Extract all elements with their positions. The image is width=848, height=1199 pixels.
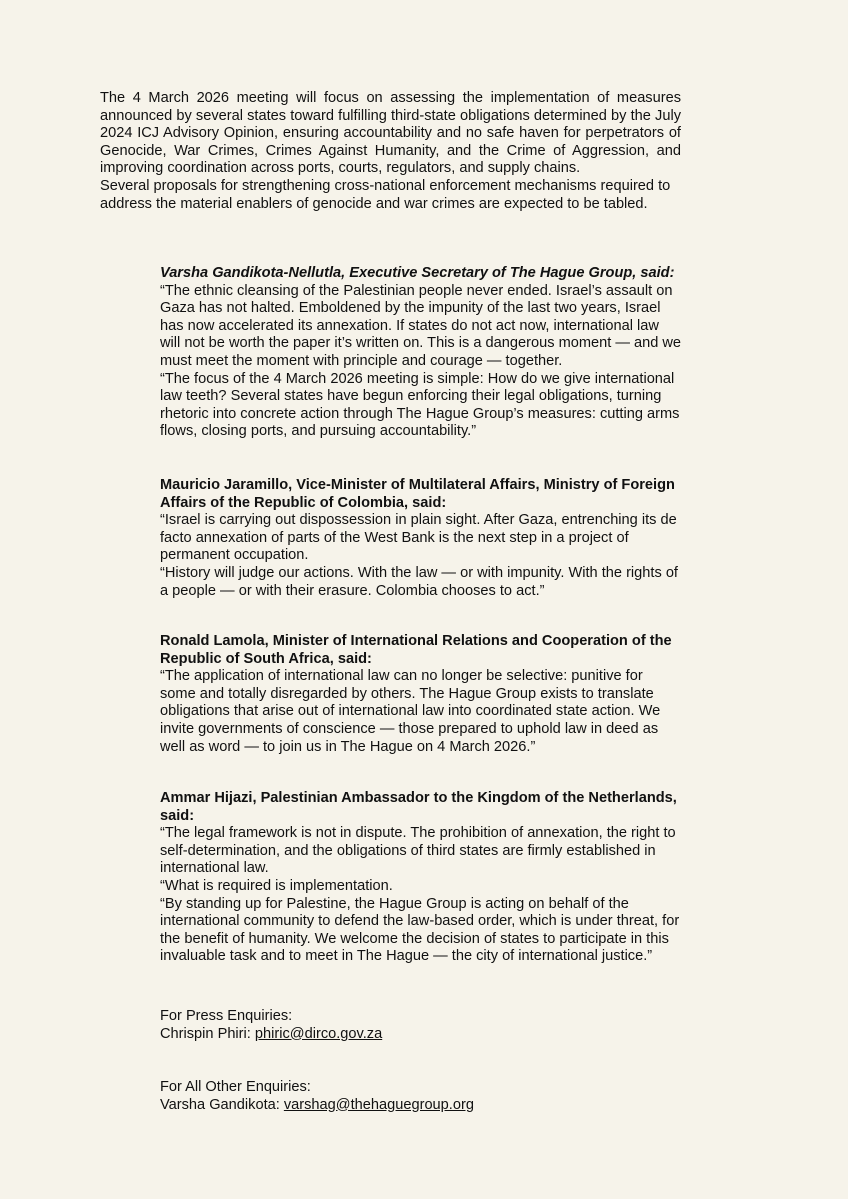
other-contact-name: Varsha Gandikota: — [160, 1096, 280, 1113]
statement-hijazi — [160, 790, 682, 966]
intro-paragraph-2: Several proposals for strengthening cross-national enforcement mechanisms required to address the material enablers of genocide and war crimes are expected to be tabled. — [100, 177, 671, 212]
other-heading: For All Other Enquiries: — [160, 1079, 311, 1095]
quote-paragraph: “The focus of the 4 March 2026 meeting is simple: How do we give international law teeth? Several states have begun enforcing their legal obligations, turning rhetoric into concrete action through The Hague Group’s measures: cutting arms flows, closing ports, and pursuing accountability.” — [160, 370, 680, 440]
other-contact-line — [160, 1097, 474, 1115]
other-email-link[interactable]: varshag@thehaguegroup.org — [283, 1096, 474, 1113]
intro-paragraph-1: The 4 March 2026 meeting will focus on assessing the implementation of measures announced by several states toward fulfilling third-state obligations determined by the July 2024 ICJ Advisory Opinion, ensuring accountability and no safe haven for perpetrators of Genocide, War Crimes, Crimes Against Humanity, and the Crime of Aggression, and improving coordination across ports, courts, regulators, and supply chains. — [100, 90, 681, 177]
quote-paragraph: “History will judge our actions. With the law — or with impunity. With the rights of a people — or with their erasure. Colombia chooses to act.” — [160, 564, 678, 599]
press-contact-line — [160, 1026, 382, 1044]
intro-section — [100, 90, 681, 213]
statement-lamola — [160, 633, 682, 756]
quote-paragraph: “By standing up for Palestine, the Hague Group is acting on behalf of the international community to defend the law-based order, which is under threat, for the benefit of humanity. We welcome the decision of states to participate in this invaluable task and to meet in The Hague — the city of international justice.” — [160, 895, 680, 965]
speaker-name: Ronald Lamola, Minister of International Relations and Cooperation of the Republic of South Africa, said: — [160, 633, 672, 667]
quote-paragraph: “What is required is implementation. — [160, 877, 393, 894]
quote-paragraph: “Israel is carrying out dispossession in plain sight. After Gaza, entrenching its de facto annexation of parts of the West Bank is the next step in a project of permanent occupation. — [160, 512, 677, 564]
speaker-name: Ammar Hijazi, Palestinian Ambassador to the Kingdom of the Netherlands, said: — [160, 790, 677, 824]
quote-paragraph: “The application of international law can no longer be selective: punitive for some and totally disregarded by others. The Hague Group exists to translate obligations that arise out of international law into coordinated state action. We invite governments of conscience — those prepared to uphold law in deed as well as word — to join us in The Hague on 4 March 2026.” — [160, 668, 661, 755]
other-contact — [160, 1079, 474, 1114]
press-email-link[interactable]: phiric@dirco.gov.za — [254, 1025, 383, 1042]
statement-gandikota — [160, 265, 682, 441]
press-heading: For Press Enquiries: — [160, 1008, 293, 1024]
quote-paragraph: “The ethnic cleansing of the Palestinian people never ended. Israel’s assault on Gaza has not halted. Emboldened by the impunity of the last two years, Israel has now accelerated its annexation. If states do not act now, international law will not be worth the paper it’s written on. This is a dangerous moment — and we must meet the moment with principle and courage — together. — [160, 282, 682, 369]
press-contact — [160, 1008, 382, 1043]
speaker-name: Varsha Gandikota-Nellutla, Executive Secretary of The Hague Group, said: — [160, 265, 675, 281]
press-contact-name: Chrispin Phiri: — [160, 1025, 251, 1042]
quote-paragraph: “The legal framework is not in dispute. The prohibition of annexation, the right to self-determination, and the obligations of third states are firmly established in international law. — [160, 825, 676, 877]
speaker-name: Mauricio Jaramillo, Vice-Minister of Multilateral Affairs, Ministry of Foreign Affairs of the Republic of Colombia, said: — [160, 477, 675, 511]
statement-jaramillo — [160, 477, 682, 600]
